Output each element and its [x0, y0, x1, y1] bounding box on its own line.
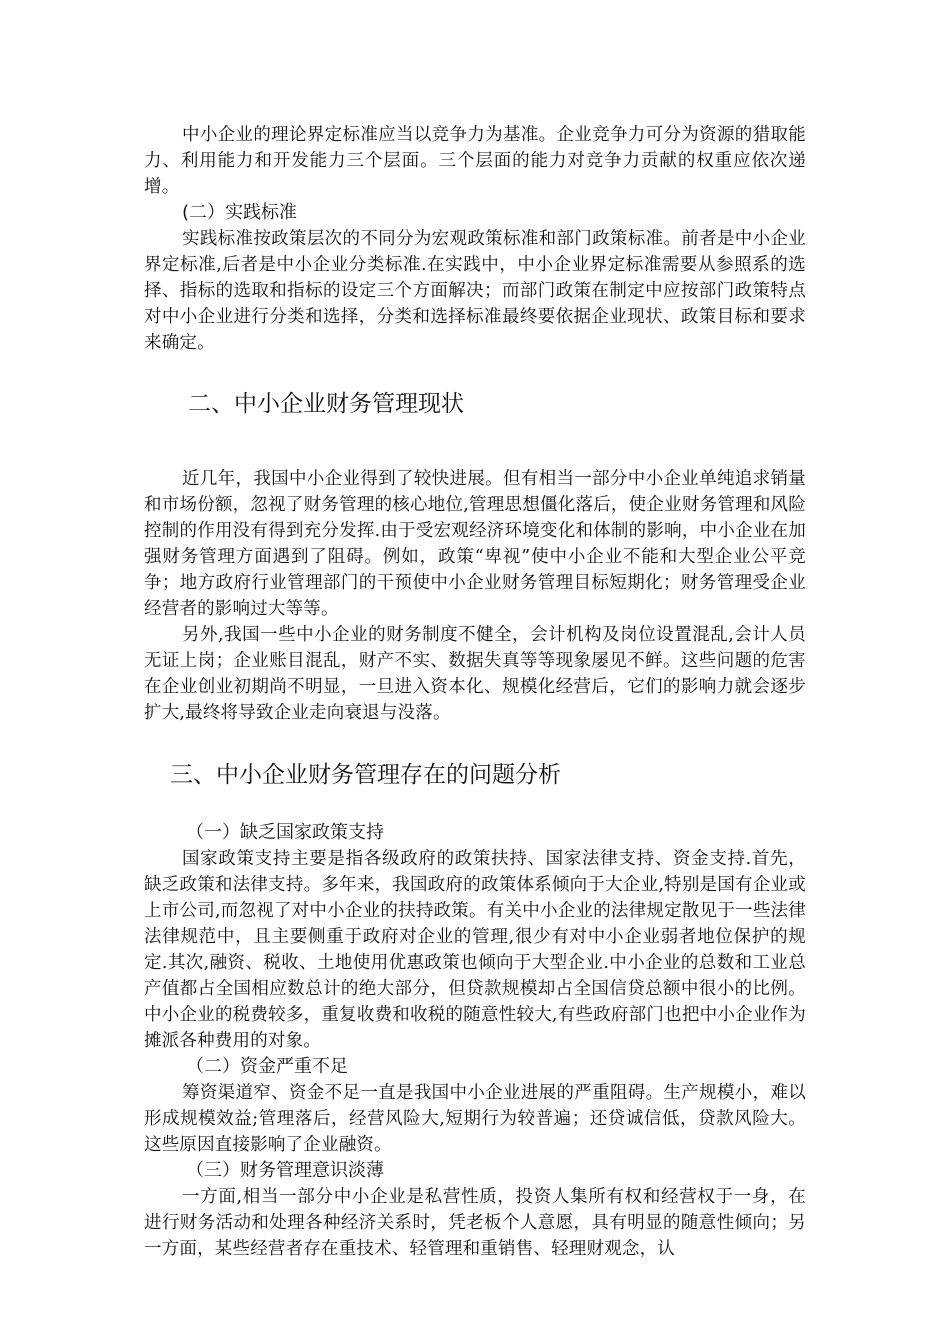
section-heading-current-status: 二、中小企业财务管理现状	[188, 391, 464, 417]
section-heading-problem-analysis: 三、中小企业财务管理存在的问题分析	[170, 762, 561, 788]
paragraph-finance-awareness: 一方面,相当一部分中小企业是私营性质，投资人集所有权和经营权于一身，在进行财务活动和处理各种经济关系时，凭老板个人意愿，具有明显的随意性倾向；另一方面，某些经营者存在重技术、轻管理和重销售、轻理财观念，认	[144, 1187, 806, 1259]
document-page	[144, 122, 806, 1262]
subheading-funding-shortage: （二）资金严重不足	[186, 1056, 348, 1077]
paragraph-policy-support: 国家政策支持主要是指各级政府的政策扶持、国家法律支持、资金支持.首先，缺乏政策和法律支持。多年来，我国政府的政策体系倾向于大企业,特别是国有企业或上市公司,而忽视了对中小企业的扶持政策。有关中小企业的法律规定散见于一些法律法律规范中，且主要侧重于政府对企业的管理,很少有对中小企业弱者地位保护的规定.其次,融资、税收、土地使用优惠政策也倾向于大型企业.中小企业的总数和工业总产值都占全国相应数总计的绝大部分，但贷款规模却占全国信贷总额中很小的比例。中小企业的税费较多，重复收费和收税的随意性较大,有些政府部门也把中小企业作为摊派各种费用的对象。	[144, 849, 806, 1051]
subheading-practice-standard: (二）实践标准	[182, 202, 298, 223]
paragraph-theory-standard: 中小企业的理论界定标准应当以竞争力为基准。企业竞争力可分为资源的猎取能力、利用能力和开发能力三个层面。三个层面的能力对竞争力贡献的权重应依次递增。	[144, 125, 806, 197]
paragraph-current-status-1: 近几年，我国中小企业得到了较快进展。但有相当一部分中小企业单纯追求销量和市场份额，忽视了财务管理的核心地位,管理思想僵化落后，使企业财务管理和风险控制的作用没有得到充分发挥.由于受宏观经济环境变化和体制的影响，中小企业在加强财务管理方面遇到了阻碍。例如，政策“卑视”使中小企业不能和大型企业公平竞争；地方政府行业管理部门的干预使中小企业财务管理目标短期化；财务管理受企业经营者的影响过大等等。	[144, 469, 806, 619]
subheading-policy-support: （一）缺乏国家政策支持	[186, 822, 384, 843]
subheading-finance-awareness: （三）财务管理意识淡薄	[186, 1160, 384, 1181]
paragraph-practice-standard: 实践标准按政策层次的不同分为宏观政策标准和部门政策标准。前者是中小企业界定标准,后者是中小企业分类标准.在实践中，中小企业界定标准需要从参照系的选择、指标的选取和指标的设定三个方面解决；而部门政策在制定中应按部门政策特点对中小企业进行分类和选择，分类和选择标准最终要依据企业现状、政策目标和要求来确定。	[144, 229, 806, 353]
paragraph-current-status-2: 另外,我国一些中小企业的财务制度不健全，会计机构及岗位设置混乱,会计人员无证上岗；企业账目混乱，财产不实、数据失真等等现象屡见不鲜。这些问题的危害在企业创业初期尚不明显，一旦进入资本化、规模化经营后，它们的影响力就会逐步扩大,最终将导致企业走向衰退与没落。	[144, 625, 806, 723]
paragraph-funding-shortage: 筹资渠道窄、资金不足一直是我国中小企业进展的严重阻碍。生产规模小，难以形成规模效益;管理落后，经营风险大,短期行为较普遍；还贷诚信低，贷款风险大。这些原因直接影响了企业融资。	[144, 1083, 806, 1155]
